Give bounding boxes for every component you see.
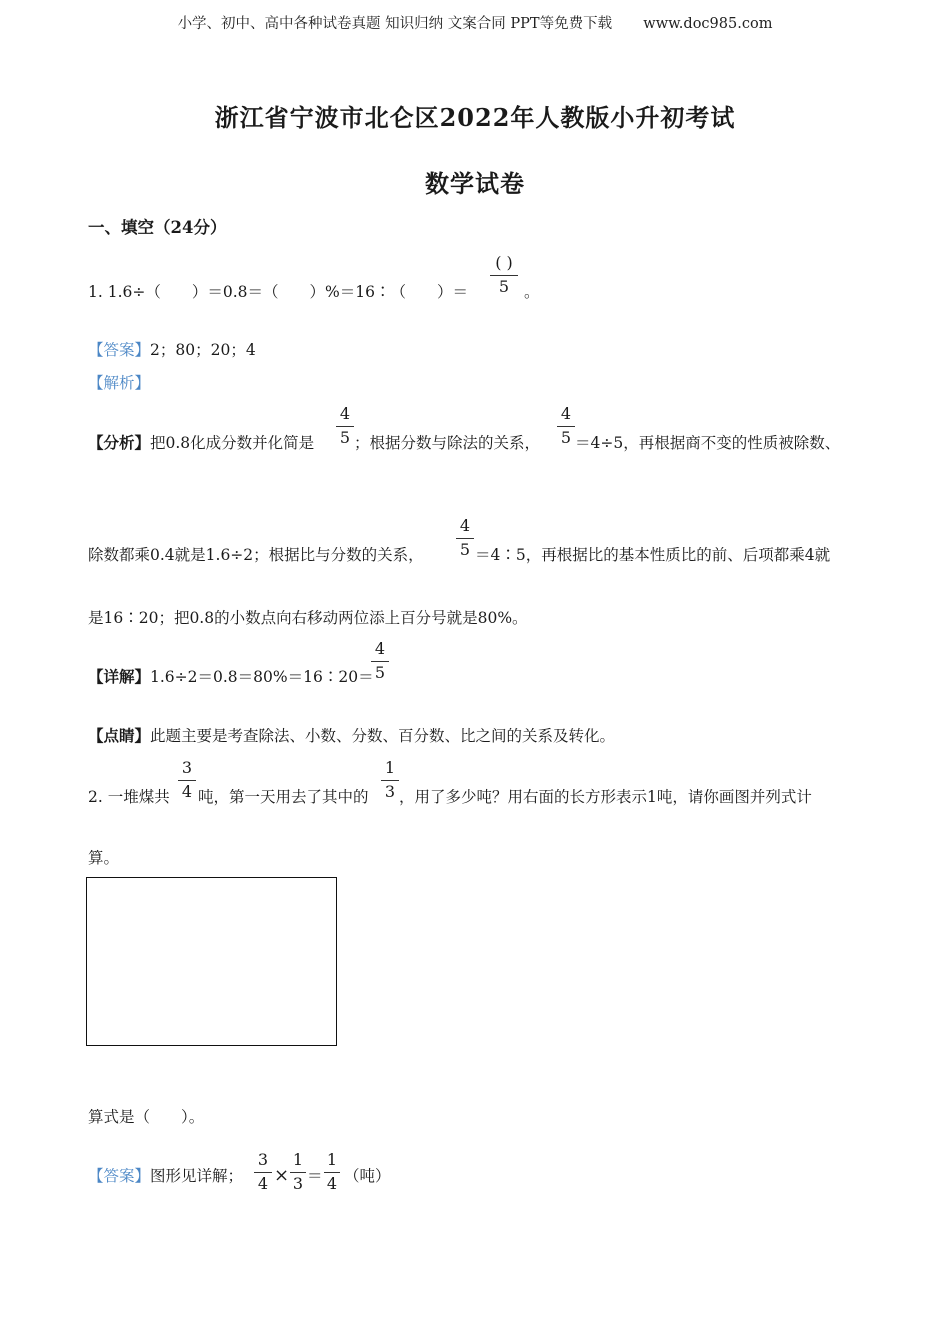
q1-detail: 【详解】1.6÷2＝0.8＝80%＝16∶20＝ xyxy=(88,667,374,686)
frac-4-5: 4 5 xyxy=(336,405,354,447)
ans-frac-3-4: 3 4 xyxy=(254,1151,272,1193)
q1-frac-num: ( ) xyxy=(495,253,513,272)
answer-tag: 【答案】 xyxy=(88,341,151,359)
q2-formula-prompt: 算式是（ ）。 xyxy=(88,1108,205,1126)
ans-frac-1-4: 1 4 xyxy=(324,1151,340,1193)
fenxi-text-b: ；根据分数与除法的关系， xyxy=(354,434,541,452)
comment-tag: 【点睛】 xyxy=(88,726,151,745)
answer-unit: （吨） xyxy=(344,1167,391,1185)
equals-sign: ＝ xyxy=(307,1167,323,1185)
answer-text: 2；80；20；4 xyxy=(150,341,256,359)
q2-answer: 【答案】图形见详解； xyxy=(88,1167,244,1185)
q2-text-a: 2. 一堆煤共 xyxy=(88,788,170,806)
q1-fenxi-line1: 【分析】把0.8化成分数并化简是 xyxy=(88,433,315,452)
q2-text-c: ，用了多少吨？用右面的长方形表示1吨，请你画图并列式计 xyxy=(399,788,812,806)
section-heading: 一、填空（24分） xyxy=(88,218,227,237)
header-text: 小学、初中、高中各种试卷真题 知识归纳 文案合同 PPT等免费下载 xyxy=(177,16,613,32)
analysis-tag: 【解析】 xyxy=(88,374,151,392)
header-site-link[interactable]: www.doc985.com xyxy=(643,16,773,32)
times-sign: × xyxy=(274,1165,290,1186)
frac-4-5: 4 5 xyxy=(371,640,389,682)
frac-4-5: 4 5 xyxy=(456,517,474,559)
rectangle-drawing-area[interactable] xyxy=(86,877,337,1046)
page-header xyxy=(0,12,950,33)
answer-tag: 【答案】 xyxy=(88,1167,151,1185)
frac-3-4: 3 4 xyxy=(178,759,196,801)
q1-fenxi-line2b: ＝4∶5，再根据比的基本性质比的前、后项都乘4就 xyxy=(475,546,831,564)
q1-fenxi-line3: 是16∶20；把0.8的小数点向右移动两位添上百分号就是80%。 xyxy=(88,609,528,627)
q1-fenxi-line2a: 除数都乘0.4就是1.6÷2；根据比与分数的关系， xyxy=(88,546,424,564)
q2-text-d: 算。 xyxy=(88,849,120,867)
q1-blank-fraction xyxy=(490,254,518,296)
q1-end: 。 xyxy=(524,283,540,301)
fenxi-tag: 【分析】 xyxy=(88,433,151,452)
ans-frac-1-3: 1 3 xyxy=(290,1151,306,1193)
q1-frac-den: 5 xyxy=(498,277,510,296)
q1-answer xyxy=(88,340,256,360)
frac-4-5: 4 5 xyxy=(557,405,575,447)
q2-text-b: 吨，第一天用去了其中的 xyxy=(198,788,369,806)
fenxi-text-c: ＝4÷5，再根据商不变的性质被除数、 xyxy=(575,434,841,452)
frac-1-3: 1 3 xyxy=(381,759,399,801)
page-title: 浙江省宁波市北仑区2022年人教版小升初考试 xyxy=(214,103,736,132)
detail-tag: 【详解】 xyxy=(88,667,151,686)
page-subtitle: 数学试卷 xyxy=(425,169,525,198)
q1-question: 1. 1.6÷（ ）＝0.8＝（ ）%＝16∶（ ）＝ xyxy=(88,283,468,301)
q1-comment: 【点睛】此题主要是考查除法、小数、分数、百分数、比之间的关系及转化。 xyxy=(88,726,616,745)
